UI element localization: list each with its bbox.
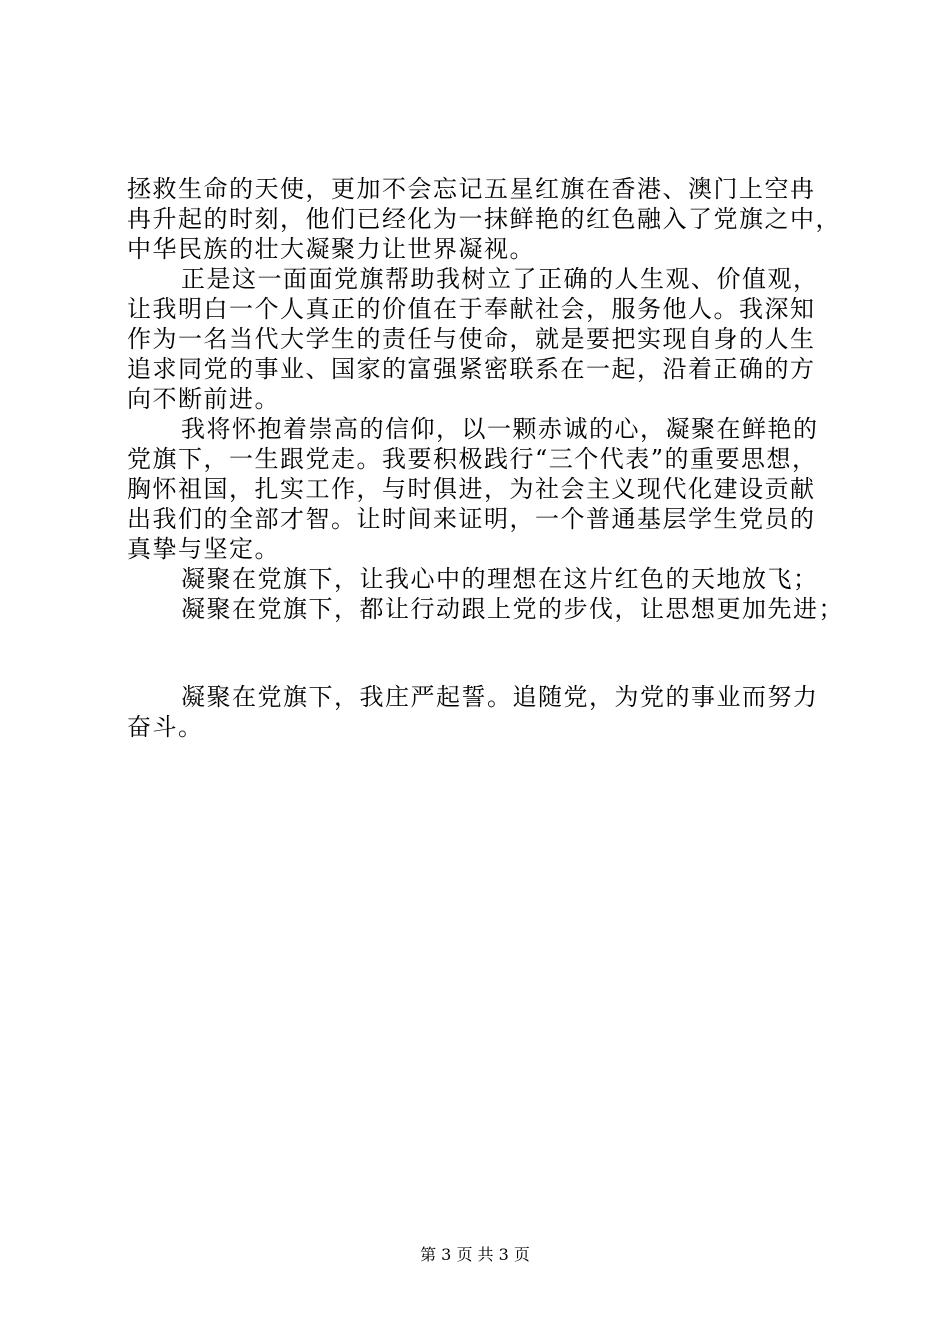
text-line: 追求同党的事业、国家的富强紧密联系在一起，沿着正确的方 [127,355,816,383]
document-body [127,174,844,742]
text-line: 凝聚在党旗下，让我心中的理想在这片红色的天地放飞； [181,565,819,593]
text-line: 向不断前进。 [127,385,280,413]
text-line: 真挚与坚定。 [127,535,280,563]
blank-line [127,624,837,682]
text-line: 中华民族的壮大凝聚力让世界凝视。 [127,235,535,263]
paragraph [127,564,837,594]
text-line: 胸怀祖国，扎实工作，与时俱进，为社会主义现代化建设贡献 [127,475,816,503]
text-line: 党旗下，一生跟党走。我要积极践行“三个代表”的重要思想， [127,445,818,473]
page-number-footer: 第 3 页 共 3 页 [420,1245,530,1264]
paragraph [127,414,837,564]
paragraph [127,264,837,414]
text-line: 我将怀抱着崇高的信仰，以一颗赤诚的心，凝聚在鲜艳的 [181,415,819,443]
text-line: 拯救生命的天使，更加不会忘记五星红旗在香港、澳门上空冉 [127,175,816,203]
text-line: 作为一名当代大学生的责任与使命，就是要把实现自身的人生 [127,325,816,353]
paragraph [127,682,837,742]
paragraph [127,594,844,624]
text-line: 冉升起的时刻，他们已经化为一抹鲜艳的红色融入了党旗之中， [127,205,841,233]
text-line: 凝聚在党旗下，我庄严起誓。追随党，为党的事业而努力 [181,683,819,711]
paragraph [127,174,841,264]
text-line: 正是这一面面党旗帮助我树立了正确的人生观、价值观， [181,265,819,293]
text-line: 凝聚在党旗下，都让行动跟上党的步伐，让思想更加先进； [181,595,844,623]
text-line: 奋斗。 [127,713,204,741]
text-line: 出我们的全部才智。让时间来证明，一个普通基层学生党员的 [127,505,816,533]
text-line: 让我明白一个人真正的价值在于奉献社会，服务他人。我深知 [127,295,816,323]
